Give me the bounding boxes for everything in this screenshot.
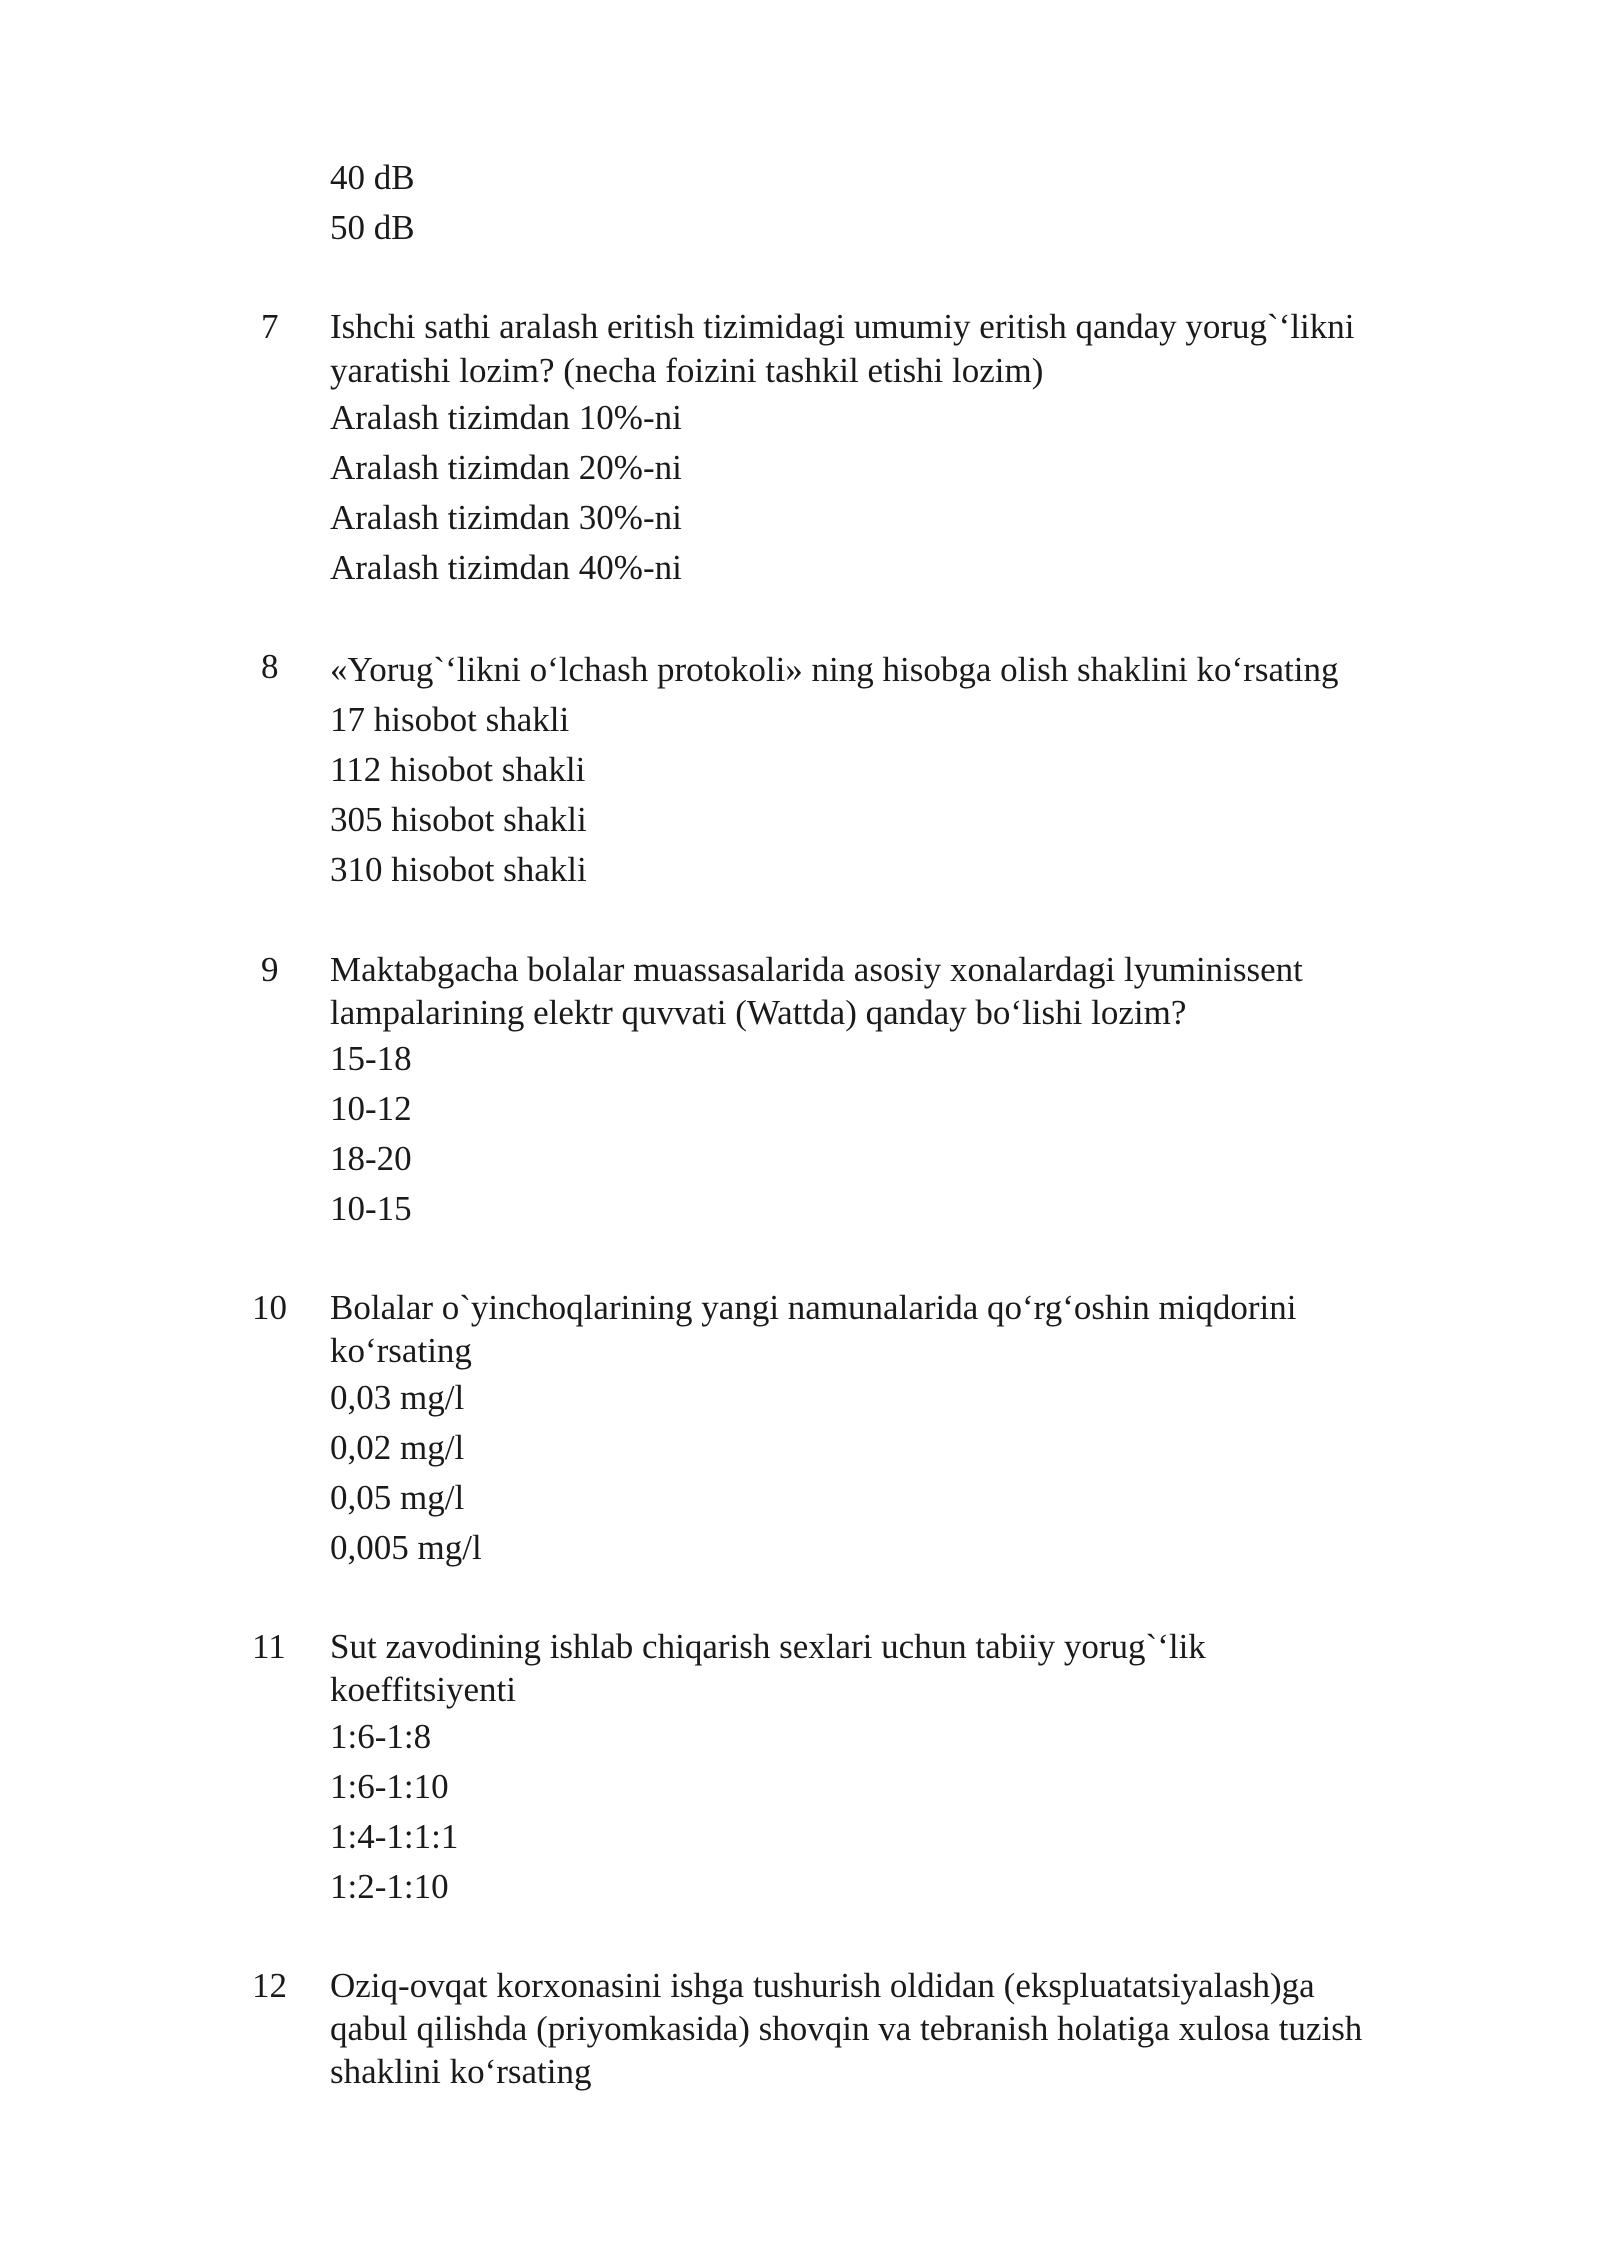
- question-text: yaratishi lozim? (necha foizini tashkil etishi lozim): [330, 351, 1044, 390]
- option-text: 0,02 mg/l: [330, 1428, 465, 1467]
- question-number: 8: [261, 647, 279, 686]
- question-text: lampalarining elektr quvvati (Wattda) qanday bo‘lishi lozim?: [330, 993, 1187, 1032]
- option-text: 50 dB: [330, 208, 415, 247]
- option-text: 1:2-1:10: [330, 1867, 449, 1906]
- option-text: 18-20: [330, 1139, 412, 1178]
- option-text: 1:6-1:10: [330, 1767, 449, 1806]
- question-text: shaklini ko‘rsating: [330, 2052, 592, 2091]
- question-text: Maktabgacha bolalar muassasalarida asosiy xonalardagi lyuminissent: [330, 950, 1303, 989]
- option-text: 1:4-1:1:1: [330, 1817, 459, 1856]
- option-text: 15-18: [330, 1039, 412, 1078]
- question-number: 11: [252, 1627, 286, 1666]
- option-text: Aralash tizimdan 40%-ni: [330, 548, 682, 587]
- option-text: 0,05 mg/l: [330, 1478, 465, 1517]
- question-number: 12: [252, 1966, 287, 2005]
- option-text: 0,005 mg/l: [330, 1528, 482, 1567]
- question-text: qabul qilishda (priyomkasida) shovqin va tebranish holatiga xulosa tuzish: [330, 2009, 1363, 2048]
- question-text: ko‘rsating: [330, 1331, 472, 1370]
- question-number: 9: [261, 950, 279, 989]
- option-text: 10-12: [330, 1089, 412, 1128]
- question-text: Oziq-ovqat korxonasini ishga tushurish oldidan (ekspluatatsiyalash)ga: [330, 1966, 1315, 2005]
- option-text: 17 hisobot shakli: [330, 700, 570, 739]
- option-text: 305 hisobot shakli: [330, 800, 587, 839]
- option-text: 0,03 mg/l: [330, 1378, 465, 1417]
- question-text: Bolalar o`yinchoqlarining yangi namunalarida qo‘rg‘oshin miqdorini: [330, 1288, 1297, 1327]
- question-number: 10: [252, 1288, 287, 1327]
- option-text: Aralash tizimdan 30%-ni: [330, 498, 682, 537]
- question-text: Ishchi sathi aralash eritish tizimidagi umumiy eritish qanday yorug`‘likni: [330, 307, 1355, 346]
- option-text: 40 dB: [330, 158, 415, 197]
- question-text: Sut zavodining ishlab chiqarish sexlari uchun tabiiy yorug`‘lik: [330, 1627, 1206, 1666]
- option-text: Aralash tizimdan 20%-ni: [330, 448, 682, 487]
- option-text: Aralash tizimdan 10%-ni: [330, 398, 682, 437]
- question-number: 7: [261, 307, 279, 346]
- option-text: 10-15: [330, 1189, 412, 1228]
- question-text: koeffitsiyenti: [330, 1670, 516, 1709]
- question-text: «Yorug`‘likni o‘lchash protokoli» ning hisobga olish shaklini ko‘rsating: [330, 650, 1339, 689]
- option-text: 112 hisobot shakli: [330, 750, 586, 789]
- option-text: 310 hisobot shakli: [330, 850, 587, 889]
- option-text: 1:6-1:8: [330, 1717, 432, 1756]
